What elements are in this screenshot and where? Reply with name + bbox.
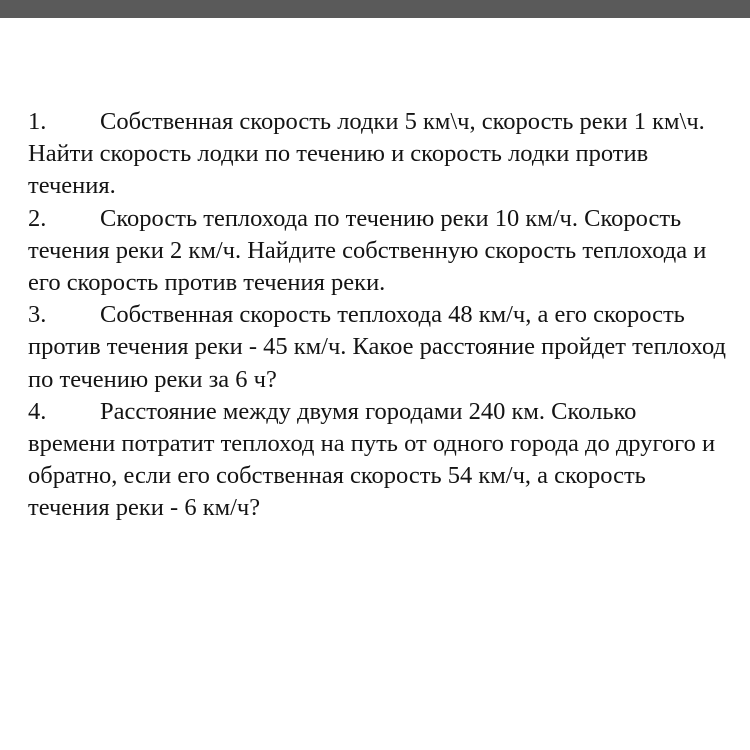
problem-text: Собственная скорость теплохода 48 км/ч, а его скорость против течения реки - 45 км/ч. Какое расстояние пройдет теплоход по течению реки за 6 ч? [28,301,726,393]
problem-number: 4. [28,397,47,425]
problem-text: Собственная скорость лодки 5 км\ч, скорость реки 1 км\ч. Найти скорость лодки по течению и скорость лодки против течения. [28,108,705,200]
problem-1 [28,106,728,203]
problem-number: 2. [28,204,47,232]
problem-text: Скорость теплохода по течению реки 10 км/ч. Скорость течения реки 2 км/ч. Найдите собственную скорость теплохода и его скорость против течения реки. [28,204,707,297]
problem-number: 3. [28,301,47,329]
problem-list [28,106,728,525]
problem-number: 1. [28,108,47,135]
top-bar [0,0,750,18]
problem-text: Расстояние между двумя городами 240 км. Сколько времени потратит теплоход на путь от одного города до другого и обратно, если его собственная скорость 54 км/ч, а скорость течения реки - 6 км/ч? [28,397,716,522]
problem-2 [28,203,728,300]
problem-3 [28,299,728,396]
problem-4 [28,396,728,525]
